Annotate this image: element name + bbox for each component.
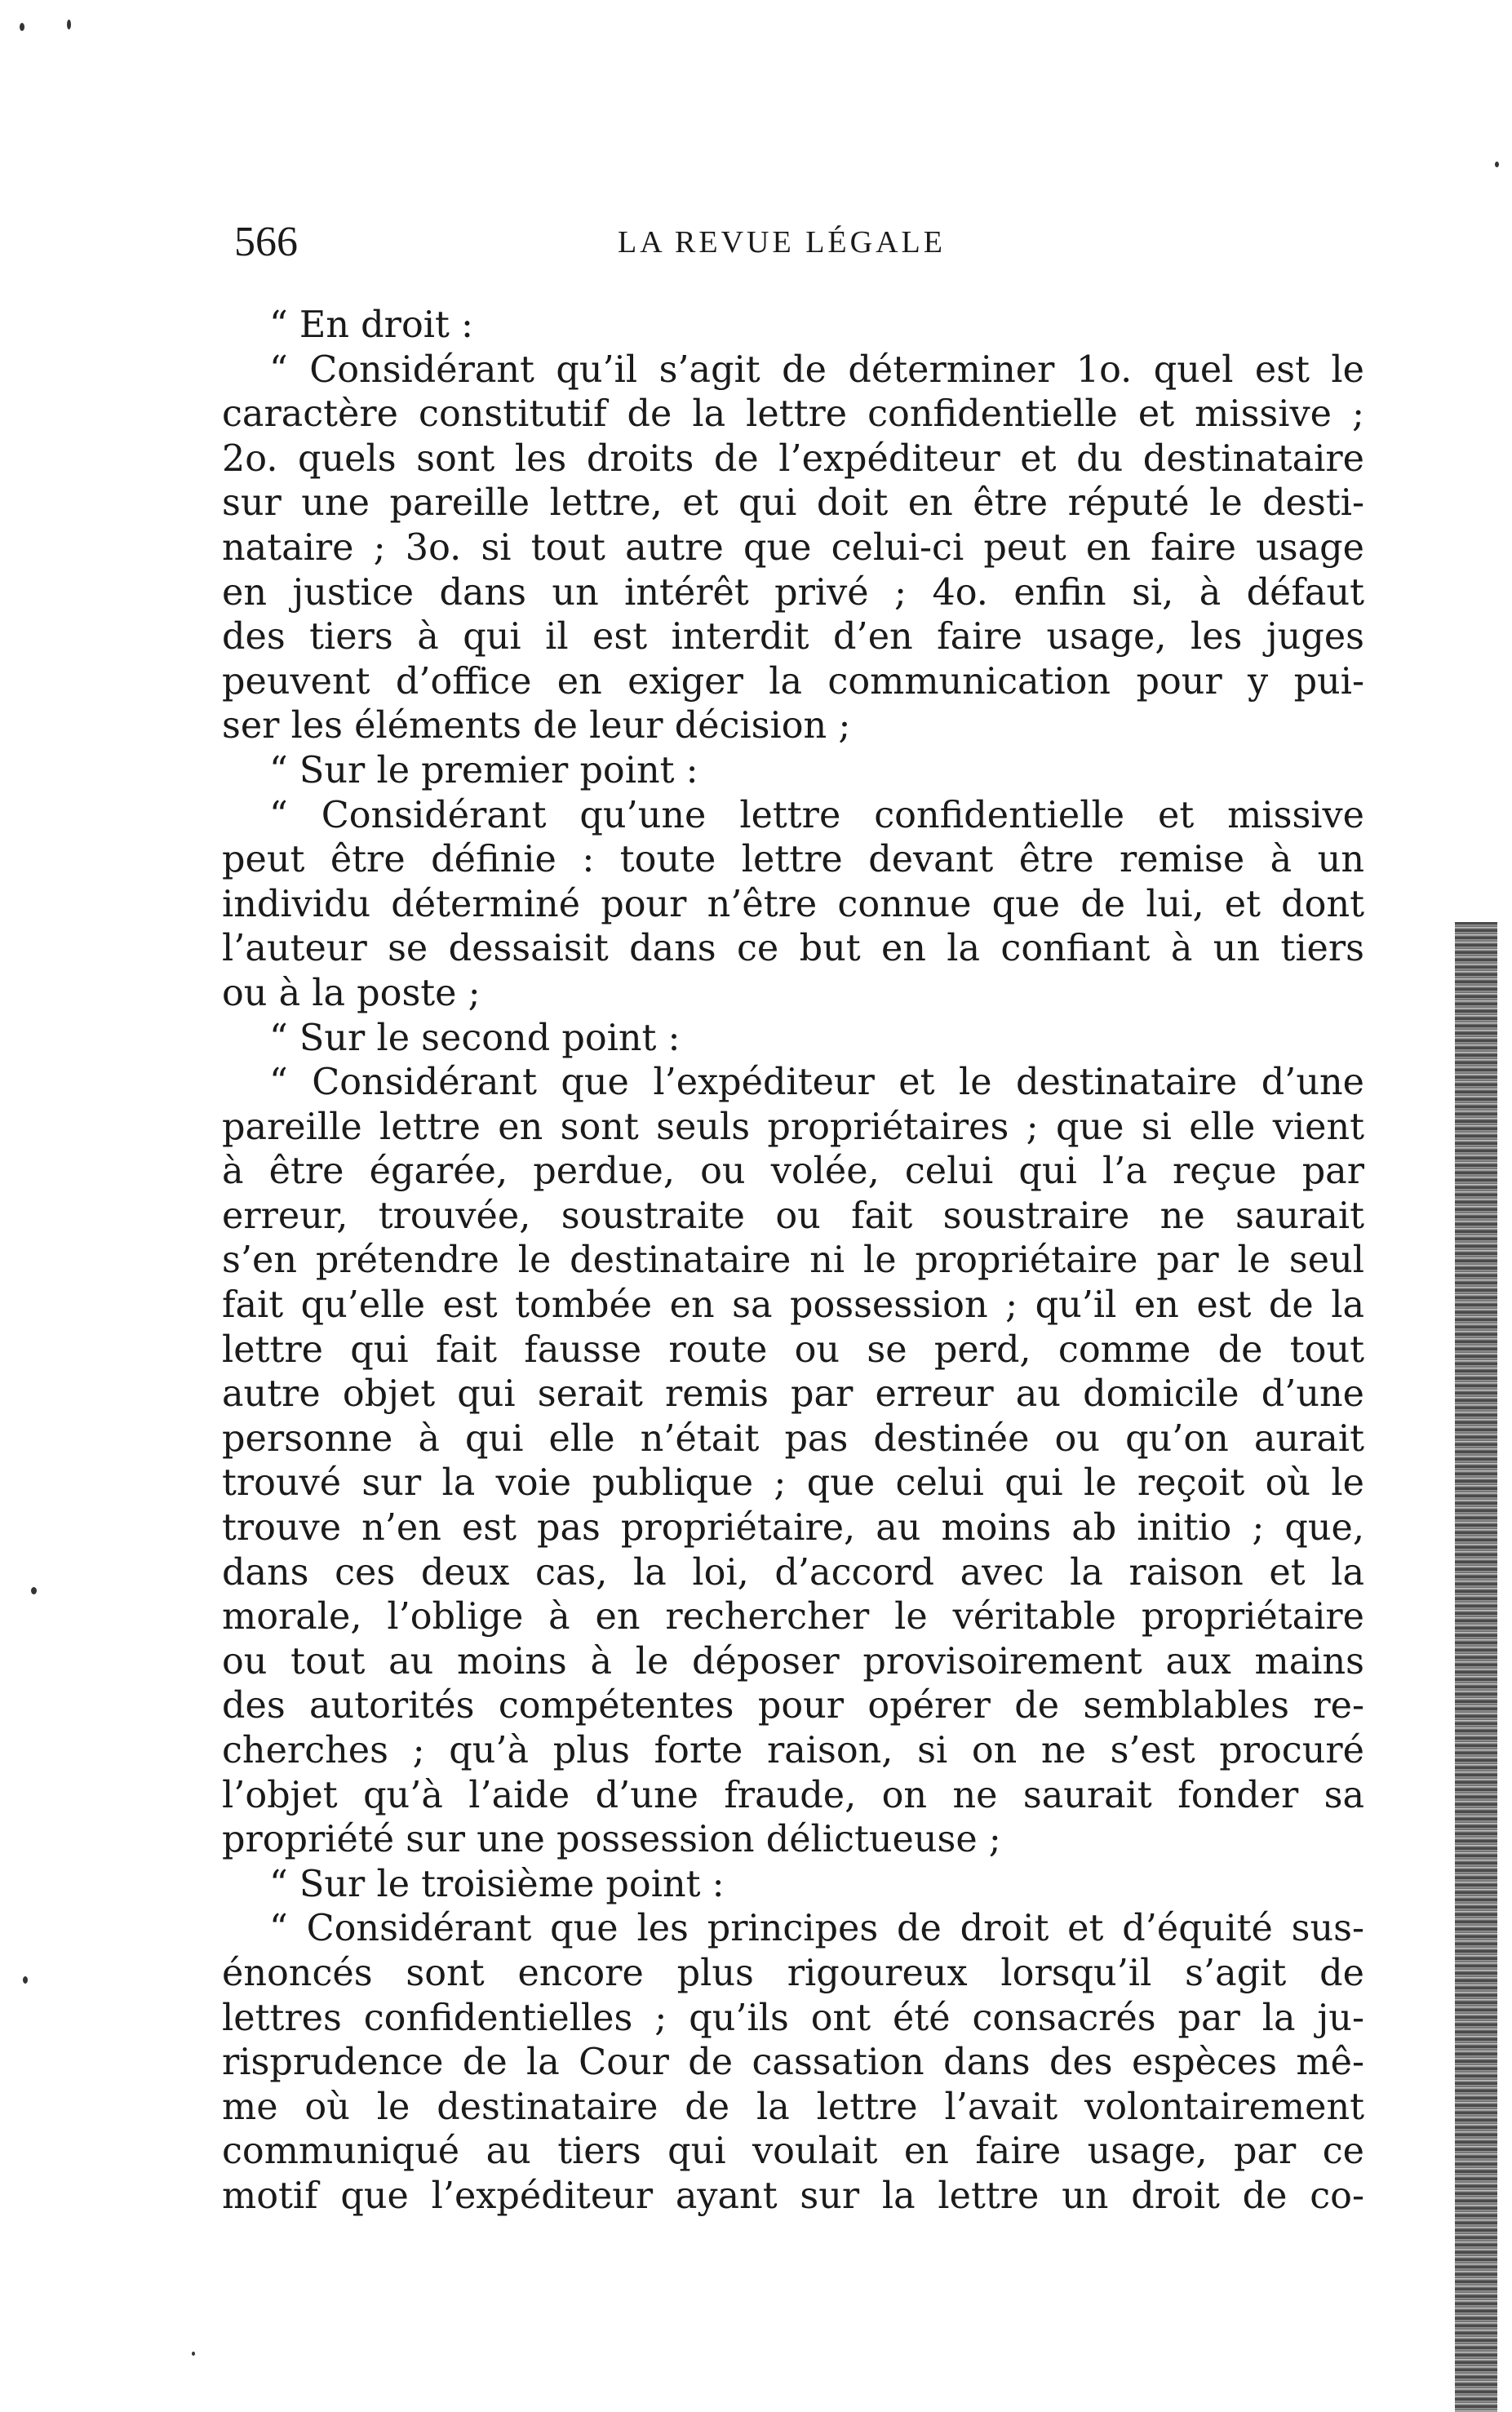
text-line: “ Sur le troisième point : [269,1863,725,1905]
text-line: motif que l’expéditeur ayant sur la lettre un droit de co- [222,2175,1364,2217]
page-header [234,214,1360,271]
text-line: dans ces deux cas, la loi, d’accord avec la raison et la [222,1551,1364,1594]
page-number: 566 [234,219,298,265]
text-line: nataire ; 3o. si tout autre que celui-ci peut en faire usage [222,526,1364,569]
text-line: individu déterminé pour n’être connue que de lui, et dont [222,883,1364,925]
text-line: s’en prétendre le destinataire ni le propriétaire par le seul [222,1239,1364,1282]
scan-speck [67,20,71,29]
text-line: me où le destinataire de la lettre l’avait volontairement [222,2086,1364,2128]
text-line: peuvent d’office en exiger la communication pour y pui- [222,660,1364,703]
text-line: “ Considérant que les principes de droit et d’équité sus- [269,1908,1364,1950]
scan-speck [20,23,24,31]
text-line: en justice dans un intérêt privé ; 4o. enfin si, à défaut [222,571,1364,614]
text-line: “ En droit : [269,304,473,346]
text-line: trouvé sur la voie publique ; que celui qui le reçoit où le [222,1462,1364,1505]
text-line: cherches ; qu’à plus forte raison, si on ne s’est procuré [222,1730,1364,1771]
text-line: morale, l’oblige à en rechercher le véritable propriétaire [222,1596,1364,1638]
text-line: “ Sur le second point : [269,1017,681,1059]
text-line: personne à qui elle n’était pas destinée ou qu’on aurait [222,1417,1364,1460]
scanned-page-edge [1455,922,1497,2412]
text-line: 2o. quels sont les droits de l’expéditeur et du destinataire [222,437,1364,480]
text-line: peut être définie : toute lettre devant être remise à un [222,839,1364,881]
text-line: énoncés sont encore plus rigoureux lorsqu’il s’agit de [222,1952,1364,1994]
text-line: lettre qui fait fausse route ou se perd, comme de tout [222,1328,1364,1371]
text-line: lettres confidentielles ; qu’ils ont été consacrés par la ju- [222,1997,1364,2039]
text-line: erreur, trouvée, soustraite ou fait soustraire ne saurait [222,1195,1364,1237]
text-line: “ Considérant que l’expéditeur et le destinataire d’une [269,1062,1364,1104]
text-line: l’objet qu’à l’aide d’une fraude, on ne saurait fonder sa [222,1774,1364,1816]
scan-speck [31,1587,37,1594]
text-line: ou à la poste ; [222,972,481,1014]
text-line: à être égarée, perdue, ou volée, celui qui l’a reçue par [222,1151,1364,1193]
text-line: caractère constitutif de la lettre confidentielle et missive ; [222,393,1364,436]
text-line: trouve n’en est pas propriétaire, au moins ab initio ; que, [222,1507,1364,1550]
text-line: des autorités compétentes pour opérer de semblables re- [222,1685,1364,1727]
text-line: communiqué au tiers qui voulait en faire usage, par ce [222,2130,1364,2173]
body-text [222,304,1364,2219]
text-line: l’auteur se dessaisit dans ce but en la confiant à un tiers [222,928,1364,970]
text-line: “ Considérant qu’il s’agit de déterminer 1o. quel est le [269,348,1364,391]
text-line: “ Considérant qu’une lettre confidentielle et missive [269,794,1364,836]
scan-speck [1495,162,1499,167]
text-line: ser les éléments de leur décision ; [222,705,851,747]
text-line: risprudence de la Cour de cassation dans des espèces mê- [222,2042,1364,2084]
text-line: “ Sur le premier point : [269,749,698,791]
scan-speck [192,2352,195,2356]
text-line: des tiers à qui il est interdit d’en faire usage, les juges [222,616,1364,658]
scan-speck [23,1976,28,1984]
text-line: propriété sur une possession délictueuse ; [222,1819,1001,1861]
text-line: pareille lettre en sont seuls propriétaires ; que si elle vient [222,1106,1364,1148]
text-line: ou tout au moins à le déposer provisoirement aux mains [222,1640,1364,1683]
running-head: LA REVUE LÉGALE [618,225,946,259]
text-line: autre objet qui serait remis par erreur au domicile d’une [222,1373,1364,1416]
text-line: sur une pareille lettre, et qui doit en être réputé le desti- [222,482,1364,525]
text-line: fait qu’elle est tombée en sa possession ; qu’il en est de la [222,1284,1364,1327]
